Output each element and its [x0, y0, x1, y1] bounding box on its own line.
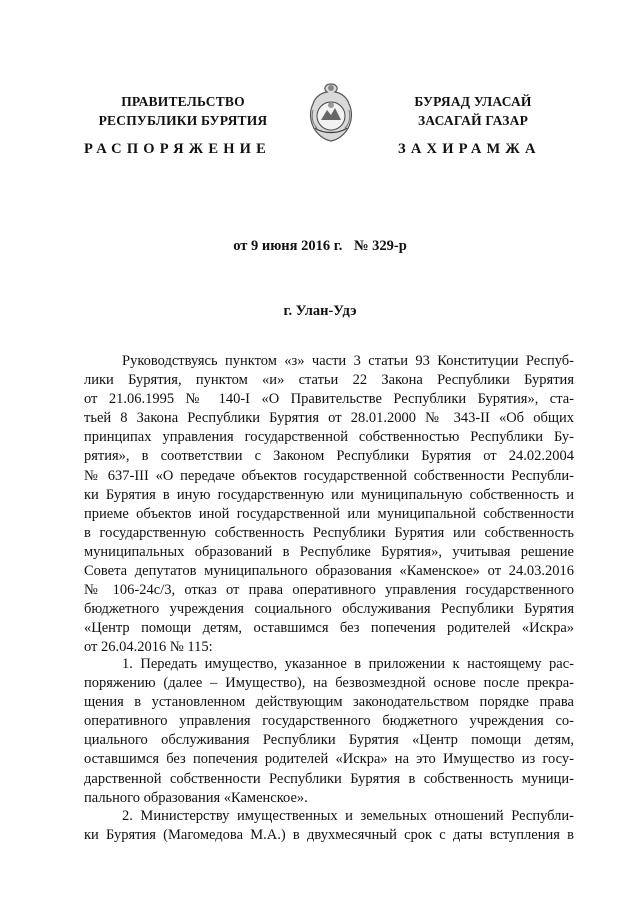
text-line: бюджетного учреждения социального обслуживания Республики Бурятия [84, 601, 574, 618]
document-date-line [0, 238, 640, 255]
text-line: пального образования «Каменское». [84, 789, 308, 806]
government-name-ru [78, 92, 288, 130]
text-line: оставшимся без попечения родителей «Искра» на это Имущество из госу- [84, 751, 574, 768]
text-line: от 21.06.1995 № 140-I «О Правительстве Республики Бурятия», ста- [84, 391, 574, 408]
text-line: поряжению (далее – Имущество), на безвозмездной основе после прекра- [84, 675, 574, 692]
government-line-1: ПРАВИТЕЛЬСТВО [121, 94, 245, 109]
document-date: от 9 июня 2016 г. [233, 238, 343, 254]
text-line: Руководствуясь пунктом «з» части 3 статьи 93 Конституции Респуб- [122, 353, 574, 369]
government-line-2: РЕСПУБЛИКИ БУРЯТИЯ [98, 113, 268, 128]
document-number: № 329-р [353, 238, 407, 254]
text-line: 1. Передать имущество, указанное в приложении к настоящему рас- [122, 656, 574, 672]
text-line: циального обслуживания Республики Бурятия «Центр помощи детям, [84, 732, 574, 749]
coat-of-arms-icon [303, 80, 359, 144]
text-line: тьей 8 Закона Республики Бурятия от 28.01.2000 № 343-II «Об общих [84, 410, 574, 427]
text-line: № 106-24с/3, отказ от права оперативного управления государственного [84, 582, 574, 599]
text-line: дарственной собственности Республики Бурятия в собственность муници- [84, 770, 574, 787]
government-name-bur [378, 92, 568, 130]
text-line: рятия», в соответствии с Законом Республики Бурятия от 24.02.2004 [84, 448, 574, 465]
text-line: приеме объектов иной государственной или муниципальной собственности [84, 505, 574, 522]
text-line: от 26.04.2016 № 115: [84, 639, 213, 656]
text-line: «Центр помощи детям, оставшимся без попечения родителей «Искра» [84, 620, 574, 637]
text-line: 2. Министерству имущественных и земельных отношений Республи- [122, 808, 574, 824]
text-line: лики Бурятия, пунктом «и» статьи 22 Закона Республики Бурятия [84, 372, 574, 389]
text-line: принципах управления государственной собственностью Республики Бу- [84, 429, 574, 446]
clause-2-paragraph [84, 807, 574, 845]
text-line: оперативного управления государственного бюджетного учреждения со- [84, 713, 574, 730]
text-line: ки Бурятия (Магомедова М.А.) в двухмесячный срок с даты вступления в [84, 827, 574, 844]
text-line: в государственную собственность Республики Бурятия или собственность [84, 524, 574, 541]
text-line: муниципальных образований в Республике Бурятия», учитывая решение [84, 543, 574, 560]
government-bur-line-1: БУРЯАД УЛАСАЙ [414, 94, 532, 109]
clause-1-paragraph [84, 655, 574, 808]
text-line: ки Бурятия в иную государственную или муниципальную собственность и [84, 486, 574, 503]
text-line: щения в установленном действующим законодательством порядке права [84, 694, 574, 711]
preamble-paragraph [84, 352, 574, 658]
document-type-ru: РАСПОРЯЖЕНИЕ [84, 141, 272, 157]
text-line: № 637-III «О передаче объектов государственной собственности Республи- [84, 467, 574, 484]
document-type-bur: ЗАХИРАМЖА [398, 141, 541, 157]
government-bur-line-2: ЗАСАГАЙ ГАЗАР [417, 113, 529, 128]
document-city: г. Улан-Удэ [283, 303, 357, 319]
text-line: Совета депутатов муниципального образования «Каменское» от 24.03.2016 [84, 563, 574, 580]
